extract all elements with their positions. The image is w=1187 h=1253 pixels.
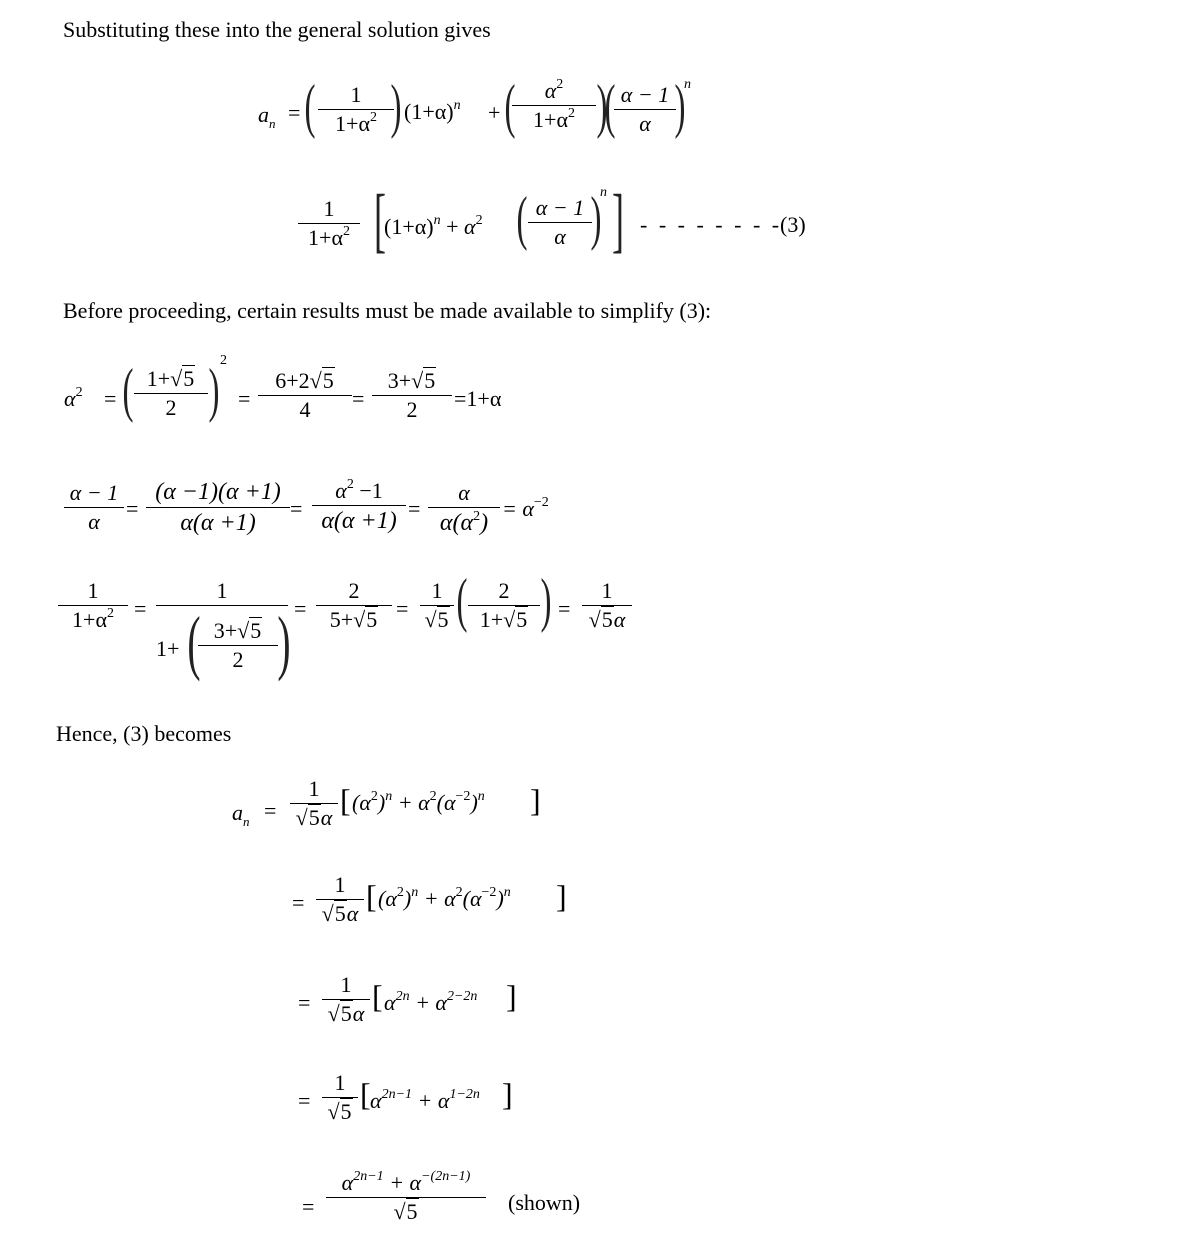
equation-label: (3) [780, 212, 806, 237]
fraction: 2 1+√5 [468, 580, 540, 631]
fraction: 1 √5 [420, 580, 454, 631]
fraction: α $\alpha(\alpha^2)$ [428, 482, 500, 535]
fraction: 2 5+√5 [316, 580, 392, 631]
fraction: $\alpha^2$ $1+\alpha^2$ [512, 80, 596, 131]
fraction: α − 1 α [528, 197, 592, 248]
fraction: $\alpha^{2n-1} + \alpha^{-(2n-1)}$ √5 [326, 1172, 486, 1223]
fraction: 1 $1+\alpha^2$ [58, 580, 128, 631]
fraction: 1+√5 2 [134, 368, 208, 419]
fraction: 3+√5 2 [198, 620, 278, 671]
fraction: 1 √5α [582, 580, 632, 631]
intro-text: Substituting these into the general solution gives [63, 17, 491, 42]
fraction: (α −1)(α +1) α(α +1) [146, 480, 290, 535]
fraction: 1 √5α [322, 974, 370, 1025]
fraction: 1 [156, 580, 288, 609]
fraction: α − 1 α [614, 84, 676, 135]
fraction: 1 $1+\alpha^2$ [298, 198, 360, 249]
fraction: 1 √5 [322, 1072, 358, 1123]
hence-text: Hence, (3) becomes [56, 721, 232, 746]
fraction: 1 $1+\alpha^2$ [318, 84, 394, 135]
fraction: 3+√5 2 [372, 370, 452, 421]
fraction: α − 1 α [64, 482, 124, 533]
fraction: 1 √5α [316, 874, 364, 925]
fraction: 6+2√5 4 [258, 370, 352, 421]
before-text: Before proceeding, certain results must be made available to simplify (3): [63, 298, 712, 323]
an-symbol: $a_n$ [258, 102, 276, 131]
fraction: 1 √5α [290, 778, 338, 829]
shown-label: (shown) [508, 1190, 581, 1215]
fraction: $\alpha^2 -1$ α(α +1) [312, 480, 406, 533]
